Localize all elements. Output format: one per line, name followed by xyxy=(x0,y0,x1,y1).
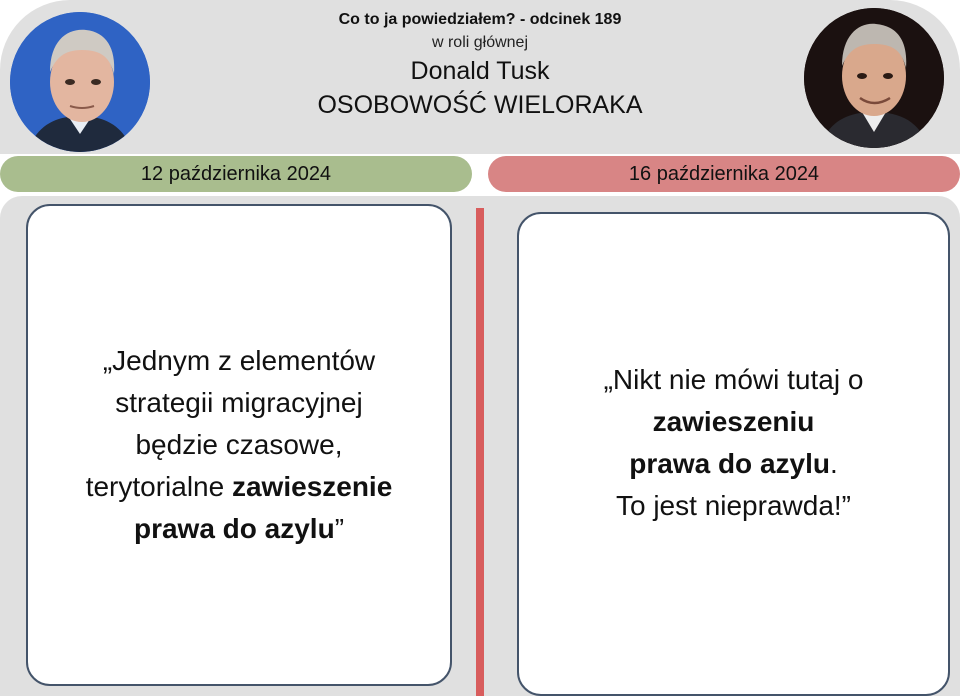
quote-card-right xyxy=(517,212,950,696)
starring-label: w roli głównej xyxy=(431,34,529,51)
quote-left-line-5-text: ” xyxy=(334,513,345,544)
quote-left xyxy=(86,340,393,550)
quote-right-line-2-bold: zawieszeniu xyxy=(652,406,815,437)
portrait-photo-left xyxy=(10,12,150,152)
quote-right-line-4: To jest nieprawda!” xyxy=(615,490,851,521)
quote-right-line-3 xyxy=(604,443,864,485)
quote-left-line-3: będzie czasowe, xyxy=(135,429,343,460)
date-right: 16 października 2024 xyxy=(488,156,960,192)
quote-left-line-4-bold: zawieszenie xyxy=(231,471,393,502)
episode-subtitle: OSOBOWOŚĆ WIELORAKA xyxy=(317,91,643,119)
quote-right-line-2 xyxy=(604,401,864,443)
portrait-right-icon xyxy=(804,8,944,148)
portrait-left-icon xyxy=(10,12,150,152)
title-block xyxy=(160,8,800,122)
quote-left-line-5 xyxy=(86,508,393,550)
quote-left-line-4-text: terytorialne xyxy=(85,471,232,502)
quote-left-line-4 xyxy=(86,466,393,508)
quote-right-line-3-bold: prawa do azylu xyxy=(629,448,830,479)
date-left: 12 października 2024 xyxy=(0,156,472,192)
quote-left-line-2: strategii migracyjnej xyxy=(115,387,363,418)
portrait-photo-right xyxy=(804,8,944,148)
center-divider xyxy=(476,208,484,696)
quote-right-line-1: „Nikt nie mówi tutaj o xyxy=(603,364,864,395)
quote-left-line-5-bold: prawa do azylu xyxy=(133,513,335,544)
episode-title: Co to ja powiedziałem? - odcinek 189 xyxy=(338,11,622,28)
quote-card-left xyxy=(26,204,452,686)
quote-left-line-1: „Jednym z elementów xyxy=(102,345,376,376)
quote-right xyxy=(604,359,864,527)
quote-right-line-3-text: . xyxy=(829,448,838,479)
person-name: Donald Tusk xyxy=(410,57,550,85)
